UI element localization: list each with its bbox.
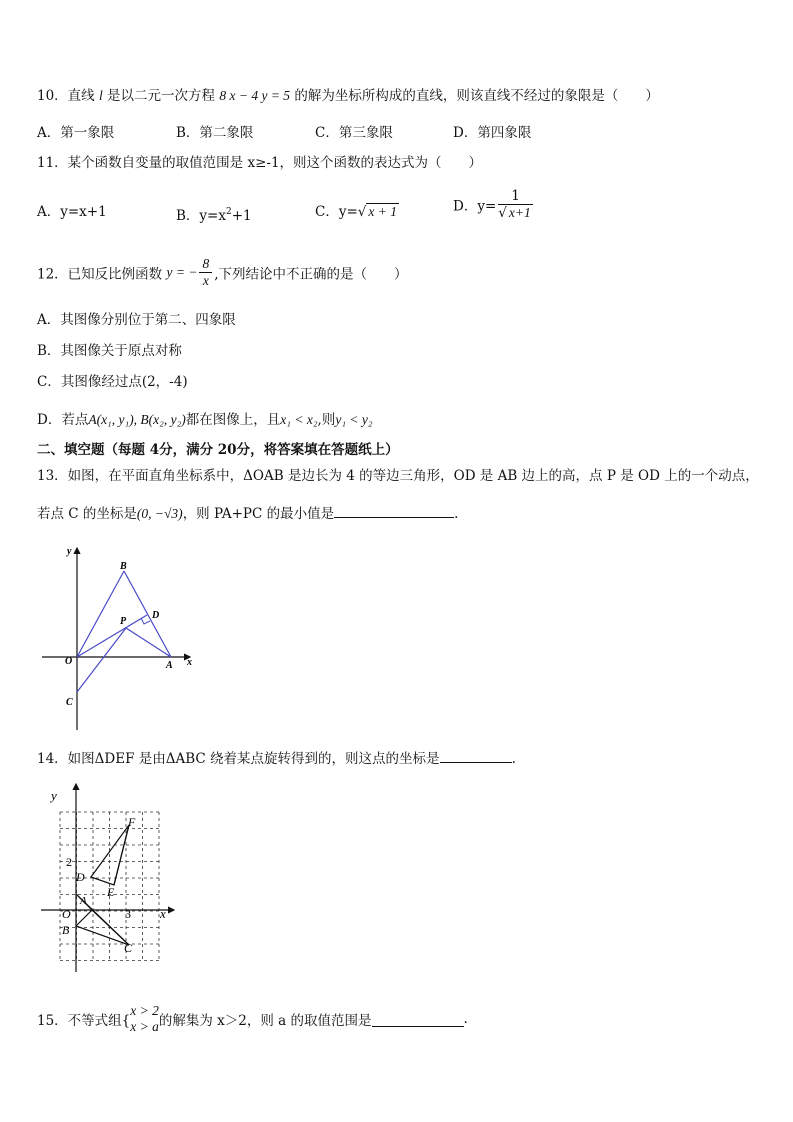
label-x: x — [187, 657, 192, 668]
triangle-def — [91, 825, 129, 885]
label-e: E — [107, 885, 115, 899]
q10-option-d: D．第四象限 — [453, 125, 532, 141]
label-d: D — [152, 610, 160, 621]
q12-option-d: D．若点A(x₁, y₁), B(x₂, y₂)都在图像上，且x₁ < x₂,则y₁ < y₂ — [37, 412, 373, 428]
label-o: O — [65, 656, 73, 667]
q13-answer-blank[interactable] — [334, 503, 454, 518]
tick-2: 2 — [66, 855, 72, 869]
q10-equation: 8 x − 4 y = 5 — [219, 88, 291, 103]
q13-line1: 13．如图，在平面直角坐标系中，ΔOAB 是边长为 4 的等边三角形，OD 是 AB 边上的高，点 P 是 OD 上的一个动点， — [37, 468, 759, 484]
q12-option-c: C．其图像经过点(2，-4) — [37, 374, 188, 390]
label-a: A — [80, 895, 87, 907]
q12-stem: 12．已知反比例函数 y = − $\frac{8}{x}$ ,下列结论中不正确的是（ ） — [37, 256, 408, 288]
right-angle-mark — [141, 618, 150, 624]
q12-option-b: B．其图像关于原点对称 — [37, 343, 182, 359]
label-a: A — [166, 660, 173, 671]
q14-stem: 14．如图ΔDEF 是由ΔABC 绕着某点旋转得到的，则这点的坐标是 . — [37, 748, 516, 769]
q11-option-a: A．y=x+1 — [37, 204, 107, 220]
q10-option-c: C．第三象限 — [315, 125, 393, 141]
q11-option-c: C．y=√ x + 1 — [315, 204, 397, 220]
q10-option-a: A．第一象限 — [37, 125, 115, 141]
segment-ob — [77, 571, 124, 657]
q12-option-a: A．其图像分别位于第二、四象限 — [37, 312, 236, 328]
q10-option-b: B．第二象限 — [176, 125, 254, 141]
label-c: C — [124, 941, 133, 955]
label-b: B — [62, 923, 70, 937]
label-d: D — [76, 870, 85, 884]
section-heading: 二、填空题（每题 4分，满分 20分，将答案填在答题纸上） — [37, 442, 399, 458]
label-x: x — [160, 906, 166, 921]
segment-pa — [126, 628, 171, 657]
q11-option-b: B．$y=x^2+1$ — [176, 207, 252, 224]
segment-od — [77, 615, 147, 657]
tick-3: 3 — [125, 907, 131, 921]
q14-figure — [36, 780, 181, 975]
label-o: O — [62, 907, 71, 921]
q14-answer-blank[interactable] — [440, 748, 512, 763]
segment-ba — [124, 571, 171, 657]
q13-line2: 若点 C 的坐标是(0, −√3)，则 PA+PC 的最小值是 . — [37, 503, 458, 524]
q11-stem: 11．某个函数自变量的取值范围是 x≥-1，则这个函数的表达式为（ ） — [37, 155, 483, 171]
q10-stem: 10．直线 l 是以二元一次方程 8 x − 4 y = 5 的解为坐标所构成的直线，则该直线不经过的象限是（ ） — [37, 88, 659, 104]
segment-pc — [77, 628, 126, 692]
label-c: C — [66, 697, 73, 708]
label-p: P — [120, 616, 127, 627]
label-y: y — [51, 788, 57, 803]
label-f: F — [128, 815, 136, 829]
q15-answer-blank[interactable] — [372, 1012, 464, 1027]
q13-figure — [40, 540, 205, 735]
label-y: y — [67, 546, 72, 557]
segment-ef — [114, 825, 129, 885]
label-b: B — [120, 561, 127, 572]
q15-stem: 15．不等式组{ x > 2 x > a 的解集为 x＞2，则 a 的取值范围是 . — [37, 1003, 468, 1034]
q11-option-d: D．y= $\frac{1}{√ x+1}$ — [453, 188, 531, 221]
